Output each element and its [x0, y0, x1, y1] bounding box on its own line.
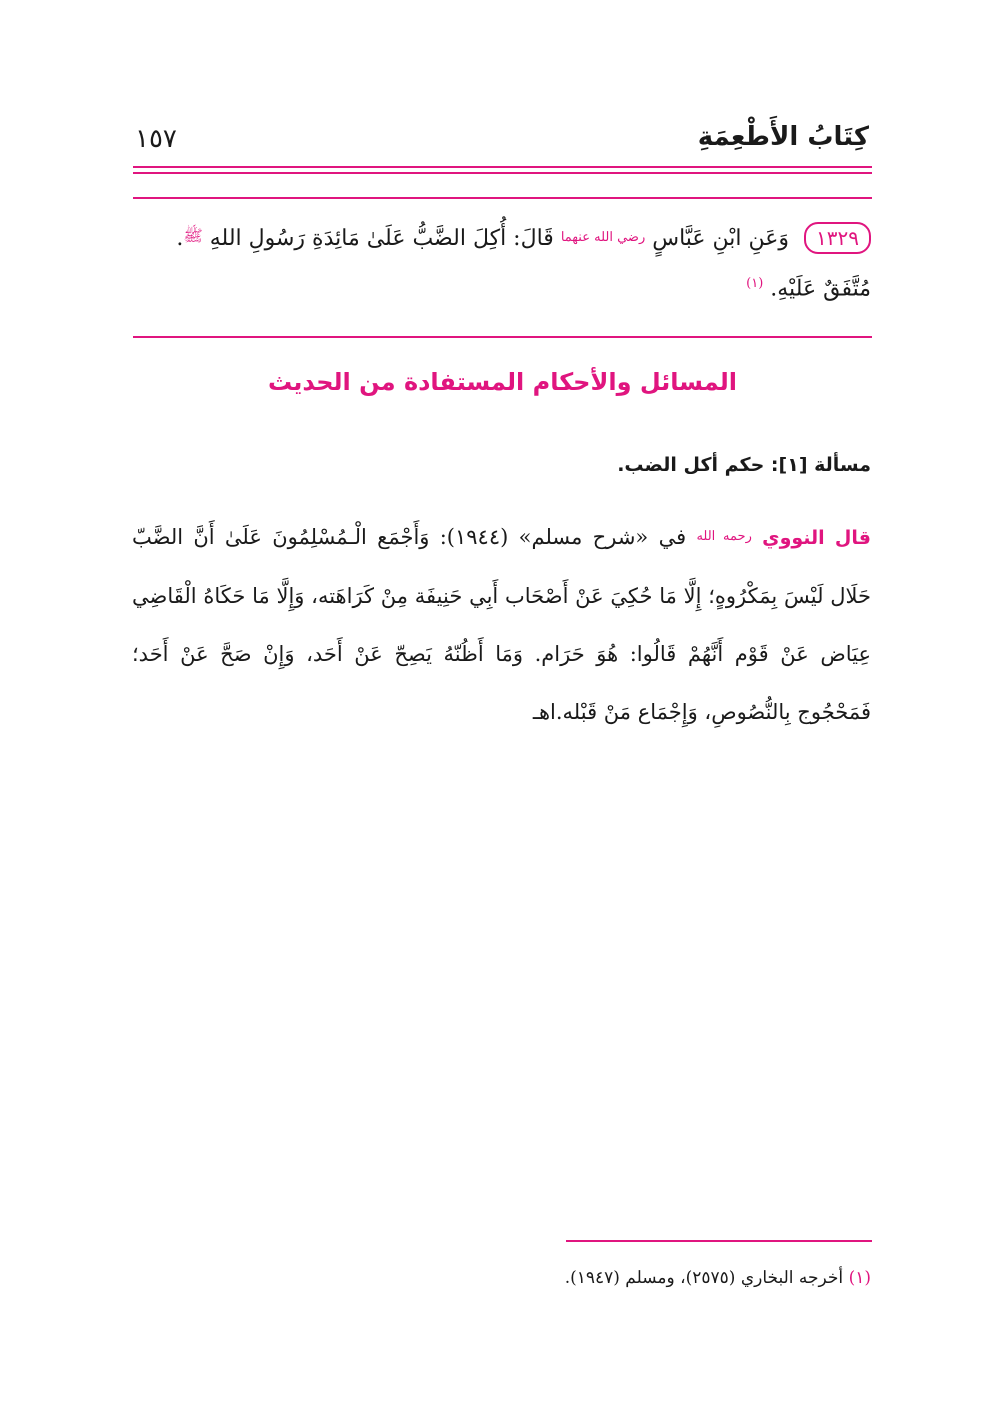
hadith-grading: [132, 276, 871, 301]
hadith-end-mark: .: [176, 226, 184, 251]
speaker-name: قال النووي: [762, 527, 871, 549]
speaker-honorific: رحمه الله: [696, 529, 752, 544]
issue-label: مسألة [١]:: [770, 454, 871, 476]
commentary-paragraph: [132, 508, 871, 741]
hadith-text-part2: قَالَ: أُكِلَ الضَّبُّ عَلَىٰ مَائِدَةِ رَسُولِ اللهِ: [209, 226, 554, 251]
hadith-box-bottom-rule: [133, 336, 872, 338]
footnote-marker: (١): [848, 1268, 871, 1288]
hadith-box-top-rule: [133, 197, 872, 199]
header-rule-top: [133, 166, 872, 168]
footnote: [132, 1268, 871, 1288]
issue-title: حكم أكل الضب.: [617, 454, 765, 476]
grading-text: مُتَّفَقٌ عَلَيْهِ.: [770, 276, 871, 302]
section-heading: المسائل والأحكام المستفادة من الحديث: [267, 368, 738, 396]
footnote-ref[interactable]: (١): [746, 276, 764, 291]
companion-honorific: رضي الله عنهما: [560, 230, 646, 245]
commentary-text: في «شرح مسلم» (١٩٤٤): وَأَجْمَع الْـمُسْلِمُونَ عَلَىٰ أَنَّ الضَّبّ حَلَال لَيْسَ بِمَكْرُوهٍ؛ إِلَّا مَا حُكِيَ عَنْ أَصْحَاب أَبِي حَنِيفَة مِنْ كَرَاهَته، وَإِلَّا مَا حَكَاهُ الْقَاضِي عِيَاض عَنْ قَوْم أَنَّهُمْ قَالُوا: هُوَ حَرَام. وَمَا أَظُنّهُ يَصِحّ عَنْ أَحَد، وَإِنْ صَحَّ عَنْ أَحَد؛ فَمَحْجُوج بِالنُّصُوصِ، وَإِجْمَاع مَنْ قَبْله.اهـ: [132, 525, 871, 724]
hadith-text: [132, 222, 871, 254]
page-number: ١٥٧: [135, 124, 177, 154]
issue-heading: [132, 454, 871, 476]
footnote-rule: [566, 1240, 872, 1242]
footnote-text: أخرجه البخاري (٢٥٧٥)، ومسلم (١٩٤٧).: [564, 1268, 844, 1288]
hadith-number-badge: ١٣٢٩: [804, 222, 871, 254]
hadith-text-part1: وَعَنِ ابْنِ عَبَّاسٍ: [652, 226, 790, 251]
prophet-honorific: ﷺ: [183, 226, 203, 245]
header-rule-bottom: [133, 172, 872, 174]
book-title: كِتَابُ الأَطْعِمَةِ: [697, 122, 869, 152]
